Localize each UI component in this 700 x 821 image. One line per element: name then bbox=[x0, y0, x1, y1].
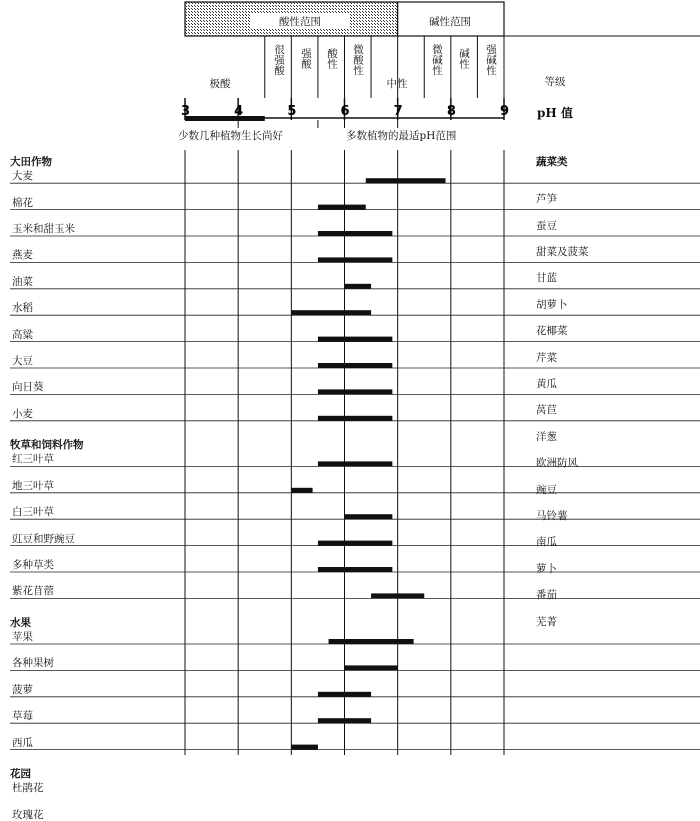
ph-axis-thick bbox=[185, 116, 265, 121]
crop-bar bbox=[345, 514, 393, 519]
strong-acid-label: 强酸 bbox=[300, 48, 312, 69]
crop-bar bbox=[329, 639, 414, 644]
section-heading: 牧草和饲料作物 bbox=[10, 439, 84, 452]
grade-label: 等级 bbox=[544, 76, 566, 88]
crop-label: 草莓 bbox=[12, 710, 33, 723]
vegetable-label: 黄瓜 bbox=[536, 378, 557, 390]
vegetable-label: 芜菁 bbox=[536, 615, 557, 628]
alkaline-label: 碱性 bbox=[458, 48, 470, 69]
crop-bar bbox=[318, 718, 371, 723]
acidic-label: 酸性 bbox=[326, 48, 338, 69]
crop-bar bbox=[318, 337, 392, 342]
crop-label: 棉花 bbox=[12, 196, 33, 209]
strong-alkaline-label: 强碱性 bbox=[485, 44, 497, 76]
crop-label: 紫花苜蓿 bbox=[12, 585, 54, 598]
ph-tick-label: 6 bbox=[340, 104, 350, 119]
crop-label: 玫瑰花 bbox=[12, 808, 44, 821]
very-acid-label: 极酸 bbox=[209, 78, 231, 90]
vegetable-label: 莴苣 bbox=[536, 404, 557, 417]
crop-label: 油菜 bbox=[12, 275, 33, 288]
crop-bar bbox=[371, 593, 424, 598]
crop-label: 地三叶草 bbox=[12, 479, 54, 492]
crop-bar bbox=[345, 665, 398, 670]
section-heading: 花园 bbox=[10, 768, 31, 780]
crop-bar bbox=[291, 310, 371, 315]
ph-tick-label: 4 bbox=[234, 104, 244, 119]
vegetable-label: 萝卜 bbox=[536, 562, 557, 575]
crop-label: 杜鹃花 bbox=[12, 782, 44, 795]
vegetable-label: 胡萝卜 bbox=[536, 298, 568, 311]
ph-tick-label: 3 bbox=[181, 104, 191, 119]
crop-bar bbox=[291, 488, 312, 493]
ph-tick-label: 5 bbox=[287, 104, 297, 119]
alkaline-range-label: 碱性范围 bbox=[429, 16, 471, 28]
vegetable-label: 芦笋 bbox=[536, 193, 557, 206]
crop-bar bbox=[366, 178, 446, 183]
vegetable-label: 洋葱 bbox=[536, 430, 557, 443]
crop-label: 多种草类 bbox=[12, 559, 54, 571]
vegetable-label: 芹菜 bbox=[536, 351, 557, 364]
vegetable-label: 欧洲防风 bbox=[536, 457, 578, 470]
section-heading: 蔬菜类 bbox=[536, 156, 568, 168]
slightly-alkaline-label: 微碱性 bbox=[431, 44, 443, 76]
chart-bars bbox=[265, 178, 446, 756]
crop-label: 向日葵 bbox=[12, 381, 44, 394]
vegetable-label: 蚕豆 bbox=[536, 219, 557, 232]
crop-label: 豇豆和野豌豆 bbox=[12, 532, 75, 545]
note-left: 少数几种植物生长尚好 bbox=[178, 130, 283, 142]
vegetable-label: 马铃薯 bbox=[536, 510, 568, 522]
crop-label: 玉米和甜玉米 bbox=[12, 223, 75, 235]
crop-bar bbox=[318, 416, 392, 421]
ph-tick-label: 7 bbox=[393, 104, 403, 119]
crop-label: 高粱 bbox=[12, 328, 33, 341]
crop-label: 红三叶草 bbox=[12, 453, 54, 466]
ph-tick-label: 8 bbox=[446, 104, 456, 119]
crop-label: 燕麦 bbox=[12, 249, 33, 262]
crop-label: 西瓜 bbox=[12, 736, 33, 749]
note-right: 多数植物的最适pH范围 bbox=[346, 130, 457, 142]
crop-label: 菠萝 bbox=[12, 683, 33, 696]
slightly-acid-label: 微酸性 bbox=[352, 44, 364, 76]
neutral-label: 中性 bbox=[386, 78, 408, 90]
vegetable-label: 甘蓝 bbox=[536, 272, 557, 285]
crop-bar bbox=[318, 541, 392, 546]
crop-bar bbox=[318, 692, 371, 697]
vegetable-label: 花椰菜 bbox=[536, 325, 568, 338]
crop-bar bbox=[291, 745, 318, 750]
crop-label: 大豆 bbox=[12, 355, 33, 367]
ph-axis-label: pH 值 bbox=[537, 106, 573, 120]
crop-bar bbox=[318, 567, 392, 572]
crop-bar bbox=[318, 363, 392, 368]
vegetable-label: 番茄 bbox=[536, 589, 557, 602]
crop-label: 大麦 bbox=[12, 170, 33, 183]
vegetable-label: 南瓜 bbox=[536, 536, 557, 549]
crop-bar bbox=[318, 231, 392, 236]
vegetable-label: 甜菜及菠菜 bbox=[536, 246, 589, 258]
crop-label: 白三叶草 bbox=[12, 506, 54, 519]
ph-tick-label: 9 bbox=[500, 104, 510, 119]
very-strong-acid-label: 很强酸 bbox=[273, 44, 285, 76]
crop-bar bbox=[318, 389, 392, 394]
acid-range-label: 酸性范围 bbox=[250, 14, 350, 29]
crop-label: 苹果 bbox=[12, 631, 33, 643]
crop-bar bbox=[345, 284, 372, 289]
crop-label: 小麦 bbox=[12, 407, 33, 420]
crop-bar bbox=[318, 257, 392, 262]
crop-label: 水稻 bbox=[12, 302, 33, 315]
section-heading: 水果 bbox=[10, 616, 31, 629]
crop-label: 各种果树 bbox=[12, 657, 54, 670]
section-heading: 大田作物 bbox=[10, 156, 52, 168]
crop-bar bbox=[318, 461, 392, 466]
crop-bar bbox=[318, 205, 366, 210]
vegetable-label: 豌豆 bbox=[536, 483, 557, 496]
